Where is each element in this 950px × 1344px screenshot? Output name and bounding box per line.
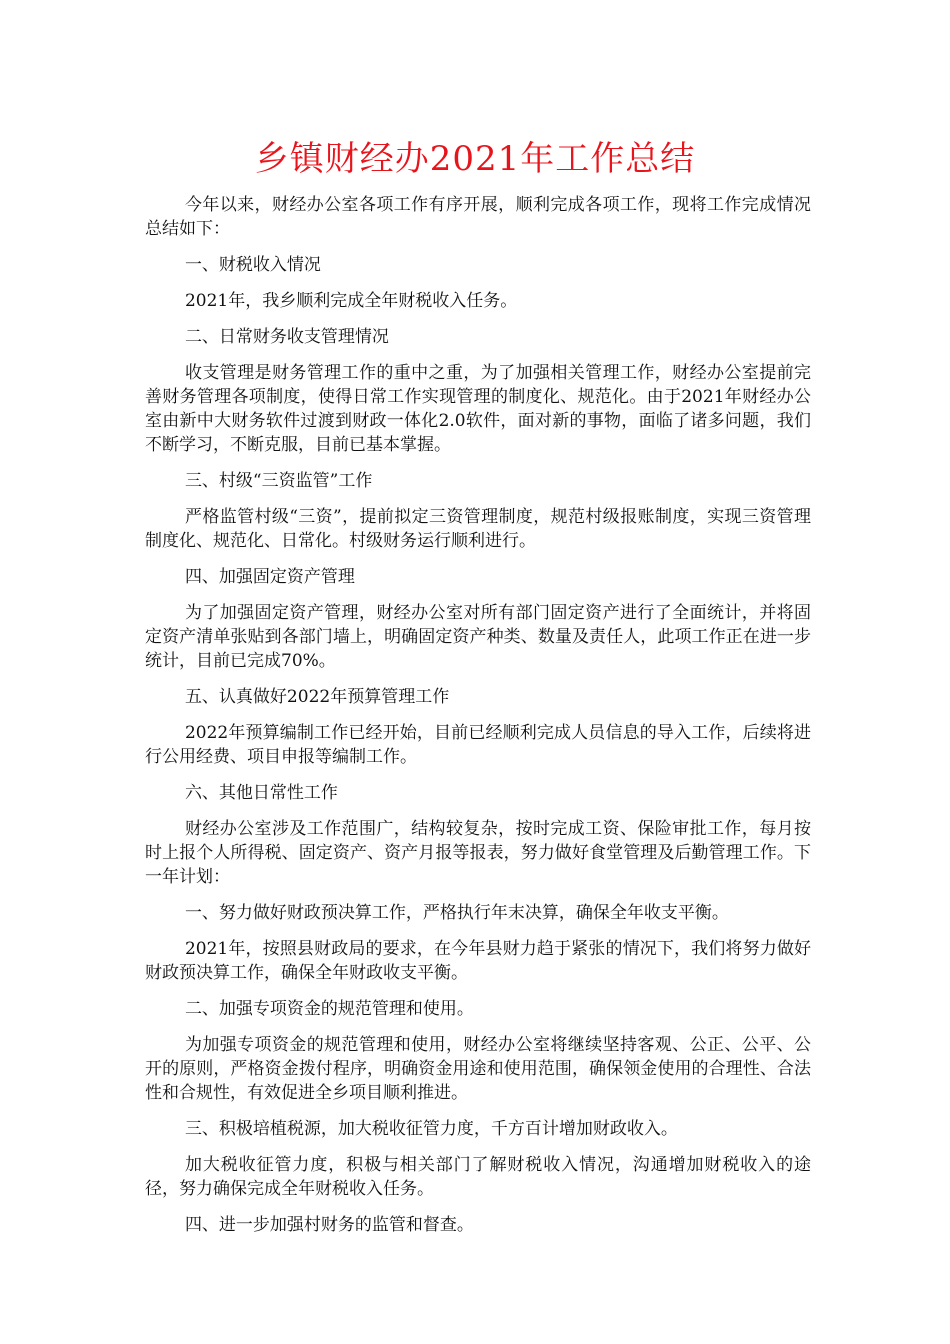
paragraph-plan-special-funds: 为加强专项资金的规范管理和使用，财经办公室将继续坚持客观、公正、公平、公开的原则，严格资金拨付程序，明确资金用途和使用范围，确保领金使用的合理性、合法性和合规性，有效促进全乡项目顺利推进。 (145, 1035, 811, 1103)
paragraph-other-work: 财经办公室涉及工作范围广，结构较复杂，按时完成工资、保险审批工作，每月按时上报个人所得税、固定资产、资产月报等报表，努力做好食堂管理及后勤管理工作。下一年计划： (145, 819, 811, 887)
paragraph-budget: 2022年预算编制工作已经开始，目前已经顺利完成人员信息的导入工作，后续将进行公用经费、项目申报等编制工作。 (145, 723, 811, 767)
plan-heading-village-supervision: 四、进一步加强村财务的监管和督查。 (184, 1215, 474, 1235)
paragraph-fixed-assets: 为了加强固定资产管理，财经办公室对所有部门固定资产进行了全面统计，并将固定资产清单张贴到各部门墙上，明确固定资产种类、数量及责任人，此项工作正在进一步统计，目前已完成70%。 (145, 603, 811, 671)
paragraph-three-assets: 严格监管村级“三资”，提前拟定三资管理制度，规范村级报账制度，实现三资管理制度化、规范化、日常化。村级财务运行顺利进行。 (145, 507, 811, 551)
section-heading-tax-revenue: 一、财税收入情况 (184, 255, 321, 275)
plan-heading-budget-final: 一、努力做好财政预决算工作，严格执行年末决算，确保全年收支平衡。 (184, 903, 729, 923)
paragraph-plan-tax-sources: 加大税收征管力度，积极与相关部门了解财税收入情况，沟通增加财税收入的途径，努力确保完成全年财税收入任务。 (145, 1155, 811, 1199)
paragraph-daily-finance: 收支管理是财务管理工作的重中之重，为了加强相关管理工作，财经办公室提前完善财务管理各项制度，使得日常工作实现管理的制度化、规范化。由于2021年财经办公室由新中大财务软件过渡到财政一体化2.0软件，面对新的事物，面临了诸多问题，我们不断学习，不断克服，目前已基本掌握。 (145, 363, 811, 455)
paragraph-intro: 今年以来，财经办公室各项工作有序开展，顺利完成各项工作，现将工作完成情况总结如下： (145, 195, 811, 239)
section-heading-fixed-assets: 四、加强固定资产管理 (184, 567, 355, 587)
document-body (145, 193, 811, 1249)
section-heading-budget: 五、认真做好2022年预算管理工作 (184, 687, 450, 707)
section-heading-other-work: 六、其他日常性工作 (184, 783, 338, 803)
paragraph-tax-revenue: 2021年，我乡顺利完成全年财税收入任务。 (184, 291, 518, 311)
section-heading-three-assets: 三、村级“三资监管”工作 (184, 471, 373, 491)
plan-heading-tax-sources: 三、积极培植税源，加大税收征管力度，千方百计增加财政收入。 (184, 1119, 678, 1139)
document-title: 乡镇财经办2021年工作总结 (254, 139, 696, 179)
plan-heading-special-funds: 二、加强专项资金的规范管理和使用。 (184, 999, 474, 1019)
paragraph-plan-budget-final: 2021年，按照县财政局的要求，在今年县财力趋于紧张的情况下，我们将努力做好财政预决算工作，确保全年财政收支平衡。 (145, 939, 811, 983)
section-heading-daily-finance: 二、日常财务收支管理情况 (184, 327, 389, 347)
